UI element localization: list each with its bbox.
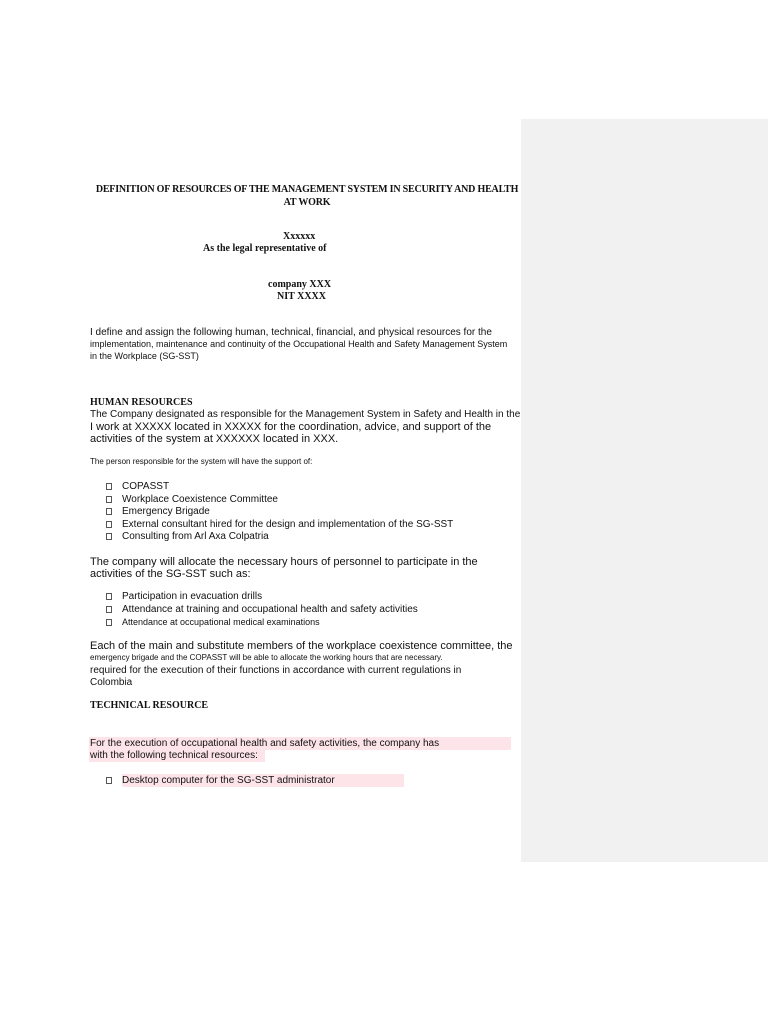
checkbox-bullet-icon [106, 606, 112, 613]
members-line-3: required for the execution of their functions in accordance with current regulations in [90, 665, 462, 676]
list-item: Desktop computer for the SG-SST administrator [106, 775, 335, 788]
document-title [88, 183, 526, 209]
list-item: Participation in evacuation drills [106, 591, 418, 604]
checkbox-bullet-icon [106, 533, 112, 540]
support-list [106, 481, 453, 544]
list-item: Attendance at occupational medical examinations [106, 616, 418, 629]
company-name: company XXX [268, 279, 332, 290]
list-item: External consultant hired for the design and implementation of the SG-SST [106, 519, 453, 532]
list-item: COPASST [106, 481, 453, 494]
title-line-1: DEFINITION OF RESOURCES OF THE MANAGEMENT SYSTEM IN SECURITY AND HEALTH [95, 184, 519, 195]
checkbox-bullet-icon [106, 521, 112, 528]
comment-pane [521, 119, 768, 862]
human-line-3: activities of the system at XXXXXX located in XXX. [90, 433, 339, 445]
name-placeholder: Xxxxxx [283, 231, 316, 242]
allocate-line-2: activities of the SG-SST such as: [90, 568, 251, 580]
technical-list [106, 775, 335, 788]
activities-list [106, 591, 418, 629]
checkbox-bullet-icon [106, 483, 112, 490]
technical-resource-heading: TECHNICAL RESOURCE [90, 700, 209, 711]
human-resources-heading: HUMAN RESOURCES [90, 397, 193, 408]
allocate-line-1: The company will allocate the necessary hours of personnel to participate in the [90, 556, 478, 568]
list-item: Attendance at training and occupational health and safety activities [106, 604, 418, 617]
nit-number: NIT XXXX [277, 291, 326, 302]
checkbox-bullet-icon [106, 496, 112, 503]
members-line-1: Each of the main and substitute members of the workplace coexistence committee, the [90, 640, 513, 652]
technical-line-2: with the following technical resources: [90, 750, 258, 761]
intro-line-3: in the Workplace (SG-SST) [90, 351, 199, 361]
technical-line-1: For the execution of occupational health and safety activities, the company has [90, 738, 440, 749]
legal-rep-line: As the legal representative of [203, 243, 327, 254]
checkbox-bullet-icon [106, 508, 112, 515]
checkbox-bullet-icon [106, 593, 112, 600]
human-line-1: The Company designated as responsible for the Management System in Safety and Health in the [90, 409, 521, 420]
human-line-2: I work at XXXXX located in XXXXX for the coordination, advice, and support of the [90, 421, 492, 433]
members-line-4: Colombia [90, 677, 133, 688]
title-line-2: AT WORK [283, 197, 331, 208]
intro-line-2: implementation, maintenance and continuity of the Occupational Health and Safety Management System [90, 339, 508, 349]
members-line-2: emergency brigade and the COPASST will be able to allocate the working hours that are necessary. [90, 653, 443, 662]
list-item: Emergency Brigade [106, 506, 453, 519]
support-intro: The person responsible for the system will have the support of: [90, 457, 313, 466]
checkbox-bullet-icon [106, 619, 112, 626]
list-item: Workplace Coexistence Committee [106, 494, 453, 507]
list-item: Consulting from Arl Axa Colpatria [106, 531, 453, 544]
checkbox-bullet-icon [106, 777, 112, 784]
intro-line-1: I define and assign the following human, technical, financial, and physical resources for the [90, 327, 492, 338]
